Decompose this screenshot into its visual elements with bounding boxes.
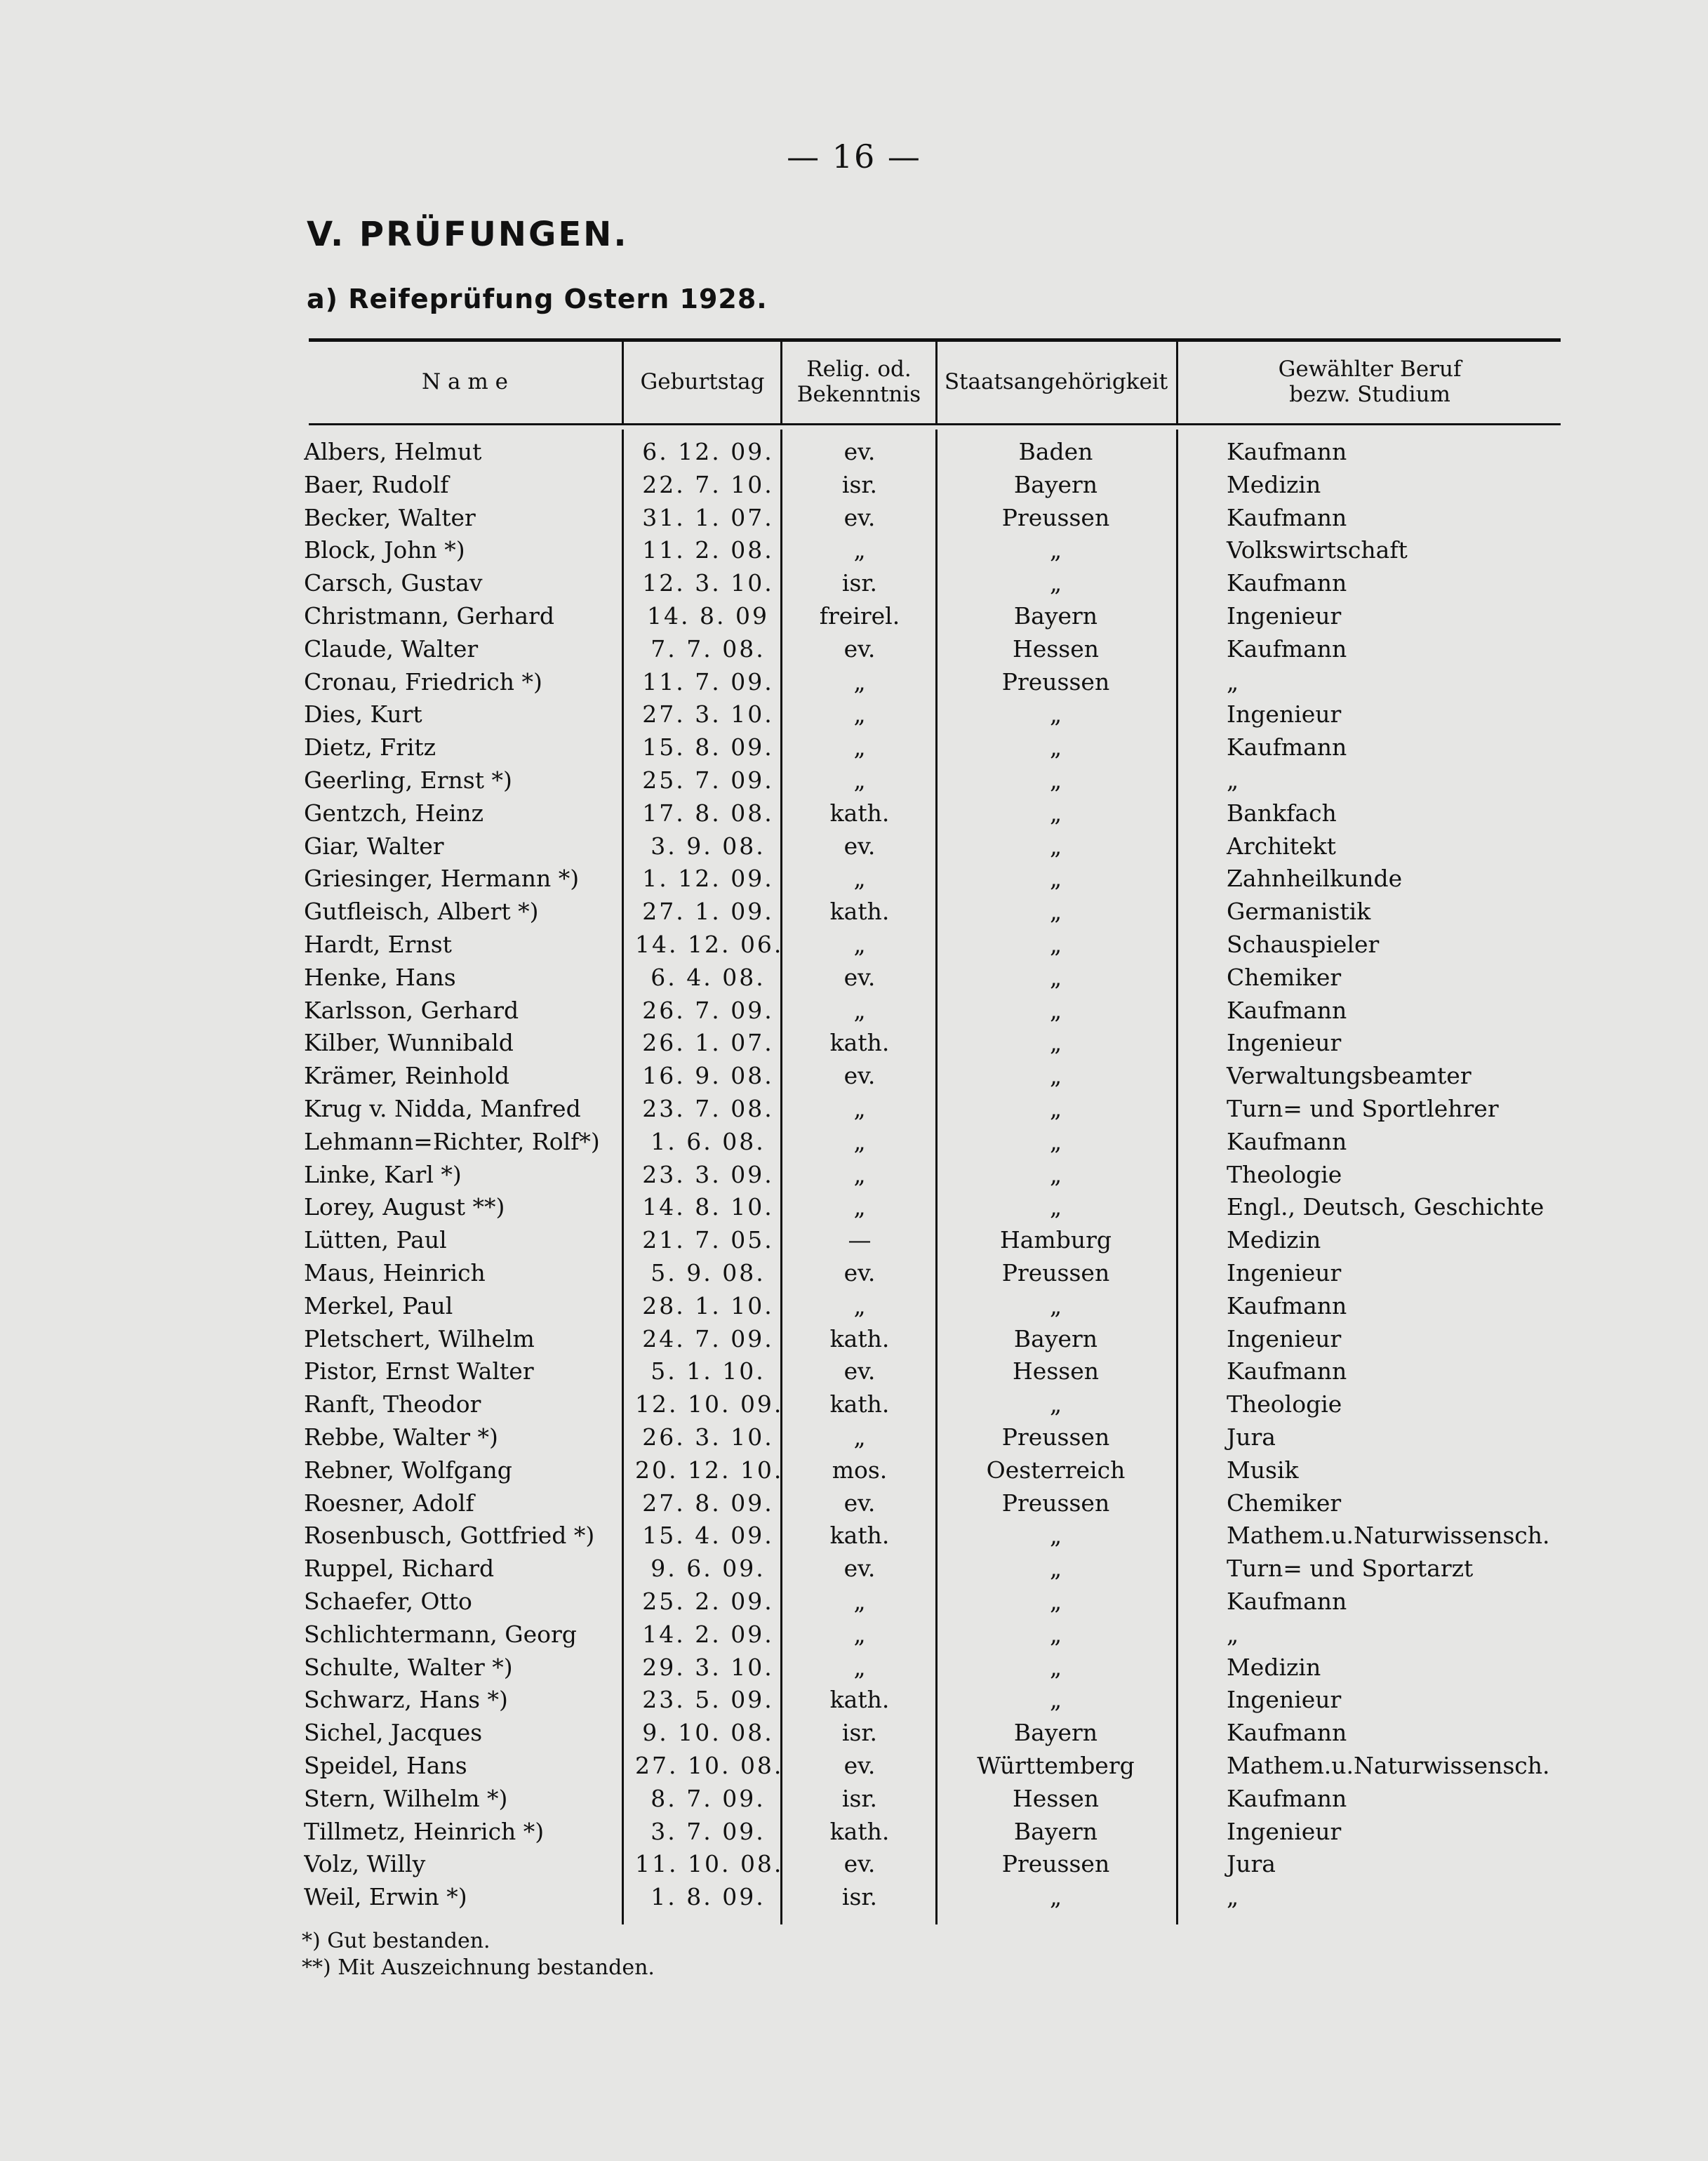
row-name: Lütten, Paul: [304, 1226, 447, 1254]
table-row: [0, 928, 1708, 961]
row-name: Kilber, Wunnibald: [304, 1029, 514, 1057]
row-religion: isr.: [841, 470, 878, 498]
row-religion: ev.: [843, 1259, 876, 1286]
row-date: 3. 9. 08.: [650, 832, 766, 860]
row-name: Rosenbusch, Gottfried *): [304, 1522, 595, 1550]
row-religion: ev.: [843, 1357, 876, 1385]
row-name: Gentzch, Heinz: [304, 799, 484, 827]
table-row: [0, 1585, 1708, 1618]
table-row: [0, 435, 1708, 468]
table-row: [0, 764, 1708, 797]
row-date: 23. 5. 09.: [642, 1686, 774, 1714]
table-row: [0, 1716, 1708, 1749]
row-career: Turn= und Sportlehrer: [1227, 1095, 1499, 1122]
row-religion: „: [853, 766, 866, 794]
row-citizenship: Hessen: [1013, 1357, 1099, 1385]
row-date: 7. 7. 08.: [650, 634, 766, 663]
row-career: Kaufmann: [1227, 1127, 1347, 1155]
row-date: 26. 1. 07.: [642, 1029, 774, 1057]
row-career: Ingenieur: [1227, 700, 1342, 729]
row-name: Carsch, Gustav: [304, 569, 483, 597]
row-name: Rebner, Wolfgang: [304, 1456, 512, 1484]
row-religion: isr.: [841, 1883, 878, 1911]
row-name: Albers, Helmut: [304, 438, 482, 465]
header-name-label: N a m e: [422, 369, 508, 394]
header-birthday-label: Geburtstag: [640, 369, 765, 394]
row-date: 27. 3. 10.: [642, 700, 774, 729]
table-row: [0, 862, 1708, 895]
row-date: 23. 3. 09.: [642, 1160, 774, 1188]
table-row: [0, 501, 1708, 534]
header-career: [1179, 343, 1561, 421]
table-row: [0, 1651, 1708, 1684]
row-name: Henke, Hans: [304, 963, 456, 991]
row-date: 25. 2. 09.: [642, 1588, 774, 1615]
row-citizenship: Hamburg: [999, 1226, 1112, 1254]
row-date: 1. 8. 09.: [650, 1883, 766, 1911]
row-date: 15. 8. 09.: [642, 733, 774, 762]
row-religion: „: [853, 996, 866, 1024]
row-career: Verwaltungsbeamter: [1227, 1062, 1472, 1090]
row-career: Jura: [1227, 1423, 1276, 1451]
row-career: „: [1227, 766, 1239, 794]
row-date: 12. 10. 09.: [635, 1390, 784, 1418]
row-name: Volz, Willy: [304, 1850, 426, 1878]
row-citizenship: Hessen: [1013, 1784, 1099, 1812]
row-name: Stern, Wilhelm *): [304, 1784, 508, 1812]
row-name: Krämer, Reinhold: [304, 1062, 510, 1090]
table-row: [0, 1388, 1708, 1421]
header-name: [309, 343, 621, 421]
row-religion: kath.: [829, 898, 890, 926]
row-citizenship: Oesterreich: [986, 1456, 1126, 1484]
row-citizenship: Baden: [1018, 438, 1093, 465]
table-row: [0, 1552, 1708, 1585]
row-name: Schulte, Walter *): [304, 1653, 513, 1681]
table-row: [0, 1092, 1708, 1125]
row-date: 6. 4. 08.: [650, 963, 766, 991]
table-row: [0, 1683, 1708, 1716]
row-religion: ev.: [843, 438, 876, 465]
row-religion: „: [853, 1653, 866, 1681]
row-date: 14. 8. 10.: [642, 1193, 774, 1221]
row-religion: „: [853, 733, 866, 762]
table-row: [0, 468, 1708, 501]
row-date: 15. 4. 09.: [642, 1522, 774, 1550]
row-career: „: [1227, 667, 1239, 696]
row-citizenship: „: [1049, 1029, 1062, 1057]
row-name: Hardt, Ernst: [304, 931, 452, 958]
row-date: 11. 7. 09.: [642, 667, 774, 696]
row-name: Ruppel, Richard: [304, 1555, 495, 1583]
table-row: [0, 533, 1708, 566]
row-career: Ingenieur: [1227, 1817, 1342, 1845]
row-citizenship: Preussen: [1001, 1259, 1110, 1286]
row-career: Ingenieur: [1227, 1324, 1342, 1352]
row-name: Schaefer, Otto: [304, 1588, 472, 1615]
row-name: Dietz, Fritz: [304, 733, 436, 762]
table-row: [0, 665, 1708, 698]
row-date: 12. 3. 10.: [642, 569, 774, 597]
row-citizenship: Preussen: [1001, 503, 1110, 531]
row-religion: „: [853, 1095, 866, 1122]
row-date: 20. 12. 10.: [635, 1456, 784, 1484]
row-date: 28. 1. 10.: [642, 1291, 774, 1319]
row-citizenship: Bayern: [1013, 1817, 1098, 1845]
row-religion: kath.: [829, 1324, 890, 1352]
row-citizenship: Bayern: [1013, 1719, 1098, 1747]
row-religion: „: [853, 1193, 866, 1221]
row-religion: kath.: [829, 1817, 890, 1845]
row-date: 27. 1. 09.: [642, 898, 774, 926]
row-career: Mathem.u.Naturwissensch.: [1227, 1522, 1550, 1550]
row-religion: „: [853, 1160, 866, 1188]
row-citizenship: „: [1049, 1291, 1062, 1319]
row-name: Dies, Kurt: [304, 700, 422, 729]
row-career: Kaufmann: [1227, 438, 1347, 465]
row-name: Griesinger, Hermann *): [304, 865, 580, 893]
header-birthday: [625, 343, 780, 421]
row-citizenship: „: [1049, 1062, 1062, 1090]
table-row: [0, 895, 1708, 928]
row-name: Pistor, Ernst Walter: [304, 1357, 534, 1385]
row-name: Lorey, August **): [304, 1193, 505, 1221]
section-title: V. PRÜFUNGEN.: [307, 215, 629, 254]
row-citizenship: „: [1049, 733, 1062, 762]
table-row: [0, 1190, 1708, 1223]
row-citizenship: Preussen: [1001, 1489, 1110, 1517]
row-name: Schwarz, Hans *): [304, 1686, 508, 1714]
row-citizenship: „: [1049, 700, 1062, 729]
row-religion: „: [853, 1620, 866, 1648]
row-career: Theologie: [1227, 1160, 1342, 1188]
row-religion: mos.: [832, 1456, 888, 1484]
row-religion: „: [853, 667, 866, 696]
table-row: [0, 1454, 1708, 1487]
header-citizenship: [938, 343, 1175, 421]
header-divider-3: [935, 342, 938, 423]
row-career: Volkswirtschaft: [1227, 536, 1408, 564]
row-career: Kaufmann: [1227, 733, 1347, 762]
row-citizenship: „: [1049, 799, 1062, 827]
row-religion: „: [853, 931, 866, 958]
row-name: Claude, Walter: [304, 634, 479, 663]
row-career: Ingenieur: [1227, 1259, 1342, 1286]
row-date: 9. 10. 08.: [642, 1719, 774, 1747]
row-career: Medizin: [1227, 470, 1321, 498]
row-career: Theologie: [1227, 1390, 1342, 1418]
table-row: [0, 1487, 1708, 1520]
table-row: [0, 1256, 1708, 1289]
row-name: Geerling, Ernst *): [304, 766, 512, 794]
row-date: 27. 8. 09.: [642, 1489, 774, 1517]
row-name: Roesner, Adolf: [304, 1489, 474, 1517]
table-row: [0, 1223, 1708, 1256]
header-career-line1: Gewählter Beruf: [1278, 357, 1462, 382]
row-date: 6. 12. 09.: [642, 438, 774, 465]
table-row: [0, 994, 1708, 1027]
row-career: Musik: [1227, 1456, 1299, 1484]
row-religion: kath.: [829, 1390, 890, 1418]
row-citizenship: Preussen: [1001, 1423, 1110, 1451]
row-name: Baer, Rudolf: [304, 470, 449, 498]
row-citizenship: Bayern: [1013, 1324, 1098, 1352]
row-citizenship: „: [1049, 898, 1062, 926]
row-date: 27. 10. 08.: [635, 1752, 784, 1779]
row-career: Chemiker: [1227, 963, 1342, 991]
row-citizenship: „: [1049, 1127, 1062, 1155]
row-name: Block, John *): [304, 536, 465, 564]
header-religion-line1: Relig. od.: [806, 357, 912, 382]
row-religion: kath.: [829, 1029, 890, 1057]
row-name: Cronau, Friedrich *): [304, 667, 542, 696]
row-citizenship: „: [1049, 832, 1062, 860]
row-religion: ev.: [843, 1752, 876, 1779]
table-row: [0, 698, 1708, 731]
table-row: [0, 961, 1708, 994]
header-divider-2: [780, 342, 782, 423]
row-date: 16. 9. 08.: [642, 1062, 774, 1090]
row-date: 23. 7. 08.: [642, 1095, 774, 1122]
row-religion: ev.: [843, 1850, 876, 1878]
row-career: Ingenieur: [1227, 1686, 1342, 1714]
header-religion-line2: Bekenntnis: [796, 382, 921, 407]
row-religion: „: [853, 700, 866, 729]
row-name: Linke, Karl *): [304, 1160, 462, 1188]
table-row: [0, 1355, 1708, 1388]
table-row: [0, 797, 1708, 830]
header-divider-1: [622, 342, 624, 423]
row-date: 1. 12. 09.: [642, 865, 774, 893]
row-career: Schauspieler: [1227, 931, 1380, 958]
row-religion: „: [853, 865, 866, 893]
table-row: [0, 1421, 1708, 1454]
table-row: [0, 1749, 1708, 1782]
table-top-rule: [309, 338, 1561, 342]
row-citizenship: „: [1049, 1883, 1062, 1911]
table-row: [0, 1026, 1708, 1059]
table-row: [0, 1815, 1708, 1848]
row-date: 11. 10. 08.: [635, 1850, 784, 1878]
row-religion: ev.: [843, 832, 876, 860]
row-career: Architekt: [1227, 832, 1336, 860]
header-divider-4: [1176, 342, 1178, 423]
row-career: Kaufmann: [1227, 996, 1347, 1024]
row-citizenship: Hessen: [1013, 634, 1099, 663]
row-date: 21. 7. 05.: [642, 1226, 774, 1254]
row-name: Rebbe, Walter *): [304, 1423, 498, 1451]
row-religion: isr.: [841, 569, 878, 597]
header-religion: [782, 343, 935, 421]
row-career: Germanistik: [1227, 898, 1371, 926]
table-row: [0, 1618, 1708, 1651]
row-career: Jura: [1227, 1850, 1276, 1878]
row-career: Turn= und Sportarzt: [1227, 1555, 1474, 1583]
row-citizenship: „: [1049, 865, 1062, 893]
row-religion: „: [853, 536, 866, 564]
row-religion: isr.: [841, 1719, 878, 1747]
row-career: Bankfach: [1227, 799, 1337, 827]
row-citizenship: „: [1049, 931, 1062, 958]
row-name: Maus, Heinrich: [304, 1259, 486, 1286]
row-citizenship: „: [1049, 1588, 1062, 1615]
table-row: [0, 1782, 1708, 1815]
row-citizenship: „: [1049, 1686, 1062, 1714]
row-religion: ev.: [843, 1489, 876, 1517]
table-row: [0, 1125, 1708, 1158]
row-career: Ingenieur: [1227, 602, 1342, 630]
footnote-auszeichnung: **) Mit Auszeichnung bestanden.: [302, 1955, 655, 1980]
row-name: Tillmetz, Heinrich *): [304, 1817, 545, 1845]
row-name: Pletschert, Wilhelm: [304, 1324, 535, 1352]
row-career: „: [1227, 1883, 1239, 1911]
row-name: Becker, Walter: [304, 503, 476, 531]
row-religion: —: [848, 1226, 872, 1254]
row-name: Merkel, Paul: [304, 1291, 453, 1319]
table-row: [0, 1880, 1708, 1913]
row-date: 14. 8. 09: [647, 602, 769, 630]
table-row: [0, 1158, 1708, 1191]
row-name: Schlichtermann, Georg: [304, 1620, 577, 1648]
table-row: [0, 1289, 1708, 1322]
row-date: 9. 6. 09.: [650, 1555, 766, 1583]
row-career: „: [1227, 1620, 1239, 1648]
row-citizenship: „: [1049, 1160, 1062, 1188]
footnote-gut: *) Gut bestanden.: [302, 1929, 491, 1953]
row-religion: kath.: [829, 799, 890, 827]
table-row: [0, 1059, 1708, 1092]
row-religion: „: [853, 1588, 866, 1615]
row-citizenship: „: [1049, 996, 1062, 1024]
row-religion: kath.: [829, 1686, 890, 1714]
row-date: 17. 8. 08.: [642, 799, 774, 827]
row-career: Kaufmann: [1227, 1588, 1347, 1615]
row-religion: ev.: [843, 1555, 876, 1583]
row-citizenship: „: [1049, 536, 1062, 564]
row-citizenship: „: [1049, 1653, 1062, 1681]
row-career: Kaufmann: [1227, 1357, 1347, 1385]
row-career: Engl., Deutsch, Geschichte: [1227, 1193, 1544, 1221]
row-career: Kaufmann: [1227, 1784, 1347, 1812]
row-date: 29. 3. 10.: [642, 1653, 774, 1681]
header-career-line2: bezw. Studium: [1289, 382, 1450, 407]
row-name: Christmann, Gerhard: [304, 602, 554, 630]
row-career: Kaufmann: [1227, 503, 1347, 531]
row-date: 11. 2. 08.: [642, 536, 774, 564]
row-career: Mathem.u.Naturwissensch.: [1227, 1752, 1550, 1779]
row-date: 14. 12. 06.: [635, 931, 784, 958]
row-name: Ranft, Theodor: [304, 1390, 481, 1418]
row-citizenship: „: [1049, 1193, 1062, 1221]
row-citizenship: „: [1049, 766, 1062, 794]
row-date: 22. 7. 10.: [642, 470, 774, 498]
row-religion: ev.: [843, 634, 876, 663]
row-citizenship: Preussen: [1001, 667, 1110, 696]
row-religion: „: [853, 1423, 866, 1451]
row-name: Lehmann=Richter, Rolf*): [304, 1127, 600, 1155]
row-name: Speidel, Hans: [304, 1752, 467, 1779]
row-date: 5. 9. 08.: [650, 1259, 766, 1286]
table-row: [0, 632, 1708, 665]
row-date: 25. 7. 09.: [642, 766, 774, 794]
row-name: Giar, Walter: [304, 832, 444, 860]
row-religion: isr.: [841, 1784, 878, 1812]
row-date: 14. 2. 09.: [642, 1620, 774, 1648]
row-religion: freirel.: [819, 602, 900, 630]
row-career: Medizin: [1227, 1653, 1321, 1681]
row-name: Sichel, Jacques: [304, 1719, 483, 1747]
row-career: Zahnheilkunde: [1227, 865, 1403, 893]
row-citizenship: „: [1049, 1522, 1062, 1550]
row-citizenship: „: [1049, 963, 1062, 991]
row-career: Kaufmann: [1227, 634, 1347, 663]
row-career: Kaufmann: [1227, 569, 1347, 597]
row-date: 26. 7. 09.: [642, 996, 774, 1024]
row-career: Ingenieur: [1227, 1029, 1342, 1057]
row-career: Chemiker: [1227, 1489, 1342, 1517]
row-citizenship: „: [1049, 1620, 1062, 1648]
table-header-rule: [309, 423, 1561, 425]
row-citizenship: Bayern: [1013, 602, 1098, 630]
row-religion: ev.: [843, 503, 876, 531]
row-religion: „: [853, 1291, 866, 1319]
row-citizenship: „: [1049, 1555, 1062, 1583]
row-citizenship: „: [1049, 1095, 1062, 1122]
row-date: 26. 3. 10.: [642, 1423, 774, 1451]
table-row: [0, 1519, 1708, 1552]
row-citizenship: „: [1049, 569, 1062, 597]
row-religion: ev.: [843, 963, 876, 991]
row-date: 31. 1. 07.: [642, 503, 774, 531]
table-row: [0, 599, 1708, 632]
table-row: [0, 1847, 1708, 1880]
row-citizenship: Bayern: [1013, 470, 1098, 498]
row-career: Medizin: [1227, 1226, 1321, 1254]
row-career: Kaufmann: [1227, 1291, 1347, 1319]
row-religion: „: [853, 1127, 866, 1155]
header-citizenship-label: Staatsangehörigkeit: [944, 369, 1168, 394]
row-date: 1. 6. 08.: [650, 1127, 766, 1155]
row-name: Gutfleisch, Albert *): [304, 898, 539, 926]
row-name: Weil, Erwin *): [304, 1883, 467, 1911]
row-citizenship: Preussen: [1001, 1850, 1110, 1878]
table-row: [0, 566, 1708, 599]
row-name: Krug v. Nidda, Manfred: [304, 1095, 581, 1122]
row-date: 5. 1. 10.: [650, 1357, 766, 1385]
row-religion: kath.: [829, 1522, 890, 1550]
row-citizenship: Württemberg: [977, 1752, 1135, 1779]
row-career: Kaufmann: [1227, 1719, 1347, 1747]
row-religion: ev.: [843, 1062, 876, 1090]
row-date: 8. 7. 09.: [650, 1784, 766, 1812]
table-row: [0, 1322, 1708, 1355]
sub-title: a) Reifeprüfung Ostern 1928.: [307, 284, 768, 314]
row-date: 24. 7. 09.: [642, 1324, 774, 1352]
page-number: — 16 —: [787, 138, 921, 175]
table-row: [0, 731, 1708, 764]
table-row: [0, 830, 1708, 863]
row-name: Karlsson, Gerhard: [304, 996, 519, 1024]
row-citizenship: „: [1049, 1390, 1062, 1418]
row-date: 3. 7. 09.: [650, 1817, 766, 1845]
